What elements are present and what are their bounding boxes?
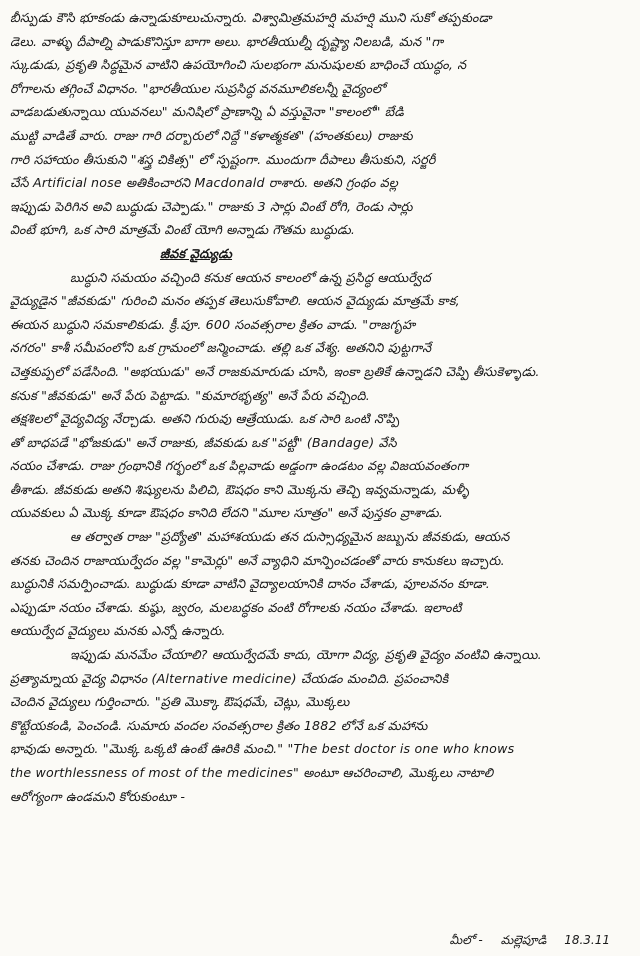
text-line: స్కుడుడు, ప్రకృతి సిద్ధమైన వాటిని ఉపయోగించి సులభంగా మనుషులకు బాధించే యుద్ధం, న xyxy=(10,57,467,73)
text-line: ముట్టి వాడితే వారు. రాజు గారి దర్బారులో నిద్దే "కళాత్మకత" (హంతకులు) రాజుకు xyxy=(10,127,413,143)
page-body xyxy=(10,6,630,808)
text-line: నగరం" కాశీ సమీపంలోని ఒక గ్రామంలో జన్మించాడు. తల్లి ఒక వేశ్య. అతనిని పుట్టగానే xyxy=(10,340,432,356)
text-line: వాడబడుతున్నాయి యువనలు" మనిషిలో ప్రాణాన్ని ఏ వస్తువైనా "కాలంలో" బేడి xyxy=(10,104,404,120)
text-line: రోగాలను తగ్గించే విధానం. "భారతీయుల సుప్రసిద్ధ వనమూలికలన్నీ వైద్యంలో xyxy=(10,80,386,96)
text-line: తో బాధపడే "భోజకుడు" అనే రాజుకు, జీవకుడు ఒక "పట్టీ" (Bandage) వేసి xyxy=(10,434,397,450)
text-line: బుద్ధునికి సమర్పించాడు. బుద్ధుడు కూడా వాటిని వైద్యాలయానికి దానం చేశాడు, పూలవనం కూడా. xyxy=(10,576,490,592)
text-line: తక్షశిలలో వైద్యవిద్య నేర్చాడు. అతని గురువు ఆత్రేయుడు. ఒక సారి ఒంటి నొప్పి xyxy=(10,411,400,427)
text-line: చెందిన వైద్యులు గుర్తించారు. "ప్రతి మొక్కా ఔషధమే, చెట్లు, మొక్కలు xyxy=(10,694,350,710)
text-line: బుద్ధుని సమయం వచ్చింది కనుక ఆయన కాలంలో ఉన్న ప్రసిద్ధ ఆయుర్వేద xyxy=(70,269,431,285)
section-heading: జీవక వైద్యుడు xyxy=(160,245,233,261)
text-line: ఈయన బుద్ధుని సమకాలికుడు. క్రీ.పూ. 600 సంవత్సరాల క్రితం వాడు. "రాజగృహ xyxy=(10,316,416,332)
text-line: ఎప్పుడూ నయం చేశాడు. కుష్ఠు, జ్వరం, మలబద్ధకం వంటి రోగాలకు నయం చేశాడు. ఇలాంటి xyxy=(10,599,462,615)
text-line: ప్రత్యామ్నాయ వైద్య విధానం (Alternative medicine) చేయడం మంచిది. ప్రపంచానికి xyxy=(10,670,449,686)
text-line: ఇప్పుడు పెరిగిన అవి బుద్ధుడు చెప్పాడు." రాజుకు 3 సార్లు వింటే రోగి, రెండు సార్లు xyxy=(10,198,413,214)
signature-date: 18.3.11 xyxy=(564,933,610,947)
text-line: కనుక "జీవకుడు" అనే పేరు పెట్టాడు. "కుమారభృత్య" అనే పేరు వచ్చింది. xyxy=(10,387,370,403)
text-line: the worthlessness of most of the medicines" అంటూ ఆచరించాలి, మొక్కలు నాటాలి xyxy=(10,765,494,780)
text-line: డెలు. వాళ్ళు దీపాల్ని పాడుకొనిస్తూ బాగా అలు. భారతీయుల్నీ దృష్ట్యా నిలబడి, మన "గా xyxy=(10,33,444,49)
text-line: నయం చేశాడు. రాజు గ్రంథానికి గర్భంలో ఒక పిల్లవాడు అడ్డంగా ఉండటం వల్ల విజయవంతంగా xyxy=(10,458,469,474)
text-line: ఆరోగ్యంగా ఉండమని కోరుకుంటూ - xyxy=(10,788,186,804)
text-line: బీస్పుడు కౌసి భూకండు ఉన్నాడుకూలుచున్నారు. విశ్వామిత్రమహర్షి మహర్షి ముని సుకో తప్పకుండా xyxy=(10,10,492,25)
paragraph-4 xyxy=(10,643,630,808)
text-line: గారి సహాయం తీసుకుని "శస్త్ర చికిత్స" లో స్పష్టంగా. ముందుగా దీపాలు తీసుకుని, సర్జరీ xyxy=(10,151,436,167)
signature-author: మల్లెపూడి xyxy=(500,933,547,947)
text-line: చెత్తకుప్పలో పడేసింది. "అభయుడు" అనే రాజకుమారుడు చూసి, ఇంకా బ్రతికే ఉన్నాడని చెప్పి తీసుకెళ్ళాడు. xyxy=(10,363,540,379)
signature-name: మీలో - xyxy=(449,933,483,947)
text-line: యువకులు ఏ మొక్క కూడా ఔషధం కానిది లేదని "మూల సూత్రం" అనే పుస్తకం వ్రాశాడు. xyxy=(10,505,444,521)
text-line: వైద్యుడైన "జీవకుడు" గురించి మనం తప్పక తెలుసుకోవాలి. ఆయన వైద్యుడు మాత్రమే కాక, xyxy=(10,293,460,309)
text-line: కొట్టేయకండి, పెంచండి. సుమారు వందల సంవత్సరాల క్రితం 1882 లోనే ఒక మహాను xyxy=(10,717,428,733)
paragraph-1 xyxy=(10,6,630,242)
text-line: వింటే భూగి, ఒక సారి మాత్రమే వింటే యోగి అన్నాడు గౌతమ బుద్ధుడు. xyxy=(10,222,356,238)
text-line: భావుడు అన్నారు. "మొక్క ఒక్కటి ఉంటే ఊరికి మంచి." "The best doctor is one who knows xyxy=(10,741,515,757)
text-line: తీశాడు. జీవకుడు అతని శిష్యులను పిలిచి, ఔషధం కాని మొక్కను తెచ్చి ఇవ్వమన్నాడు, మళ్ళీ xyxy=(10,481,470,497)
paragraph-2 xyxy=(10,266,630,526)
paragraph-3 xyxy=(10,525,630,643)
signature xyxy=(436,933,610,950)
text-line: ఇప్పుడు మనమేం చేయాలి? ఆయుర్వేదమే కాదు, యోగా విద్య, ప్రకృతి వైద్యం వంటివి ఉన్నాయి. xyxy=(70,647,542,663)
text-line: చేసే Artificial nose అతికించారని Macdonald రాశారు. అతని గ్రంథం వల్ల xyxy=(10,175,399,191)
text-line: ఆయుర్వేద వైద్యులు మనకు ఎన్నో ఉన్నారు. xyxy=(10,623,226,639)
text-line: ఆ తర్వాత రాజు "ప్రద్యోత" మహాశయుడు తన దుస్సాధ్యమైన జబ్బును జీవకుడు, ఆయన xyxy=(70,529,510,545)
text-line: తనకు చెందిన రాజాయుర్వేదం వల్ల "కామెర్లు" అనే వ్యాధిని మాన్పించడంతో వారు కానుకలు ఇచ్చారు. xyxy=(10,552,505,568)
